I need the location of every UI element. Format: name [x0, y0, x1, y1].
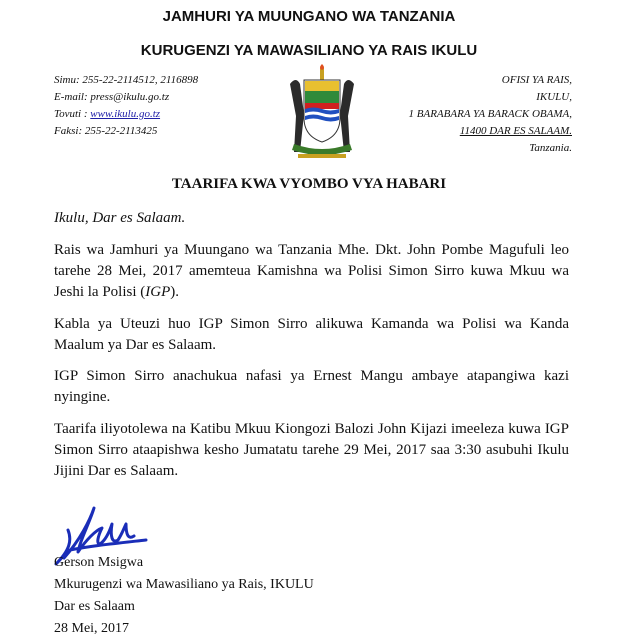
- website-link[interactable]: www.ikulu.go.tz: [90, 108, 161, 120]
- address-line1: OFISI YA RAIS,: [501, 74, 572, 86]
- address-line4: 11400 DAR ES SALAAM.: [459, 125, 572, 137]
- p1-text-a: Rais wa Jamhuri ya Muungano wa Tanzania Mhe. Dkt. John Pombe Magufuli leo tarehe 28 Mei, 2017 amemteua Kamishna wa Polisi Simon Sirro kuwa Mkuu wa Jeshi la Polisi (: [54, 242, 569, 300]
- signatory-name: Gerson Msigwa: [54, 555, 144, 570]
- website-label: Tovuti :: [54, 108, 91, 120]
- header-title-line2: KURUGENZI YA MAWASILIANO YA RAIS IKULU: [140, 42, 478, 59]
- contact-left-block: [54, 72, 198, 140]
- signatory-title: Mkurugenzi wa Mawasiliano ya Rais, IKULU: [54, 577, 314, 592]
- phone-line: Simu: 255-22-2114512, 2116898: [54, 74, 199, 86]
- header-title-line1: JAMHURI YA MUUNGANO WA TANZANIA: [162, 8, 456, 25]
- coat-of-arms-emblem: [280, 64, 364, 160]
- signatory-date: 28 Mei, 2017: [54, 621, 130, 636]
- paragraph-2: Kabla ya Uteuzi huo IGP Simon Sirro alikuwa Kamanda wa Polisi wa Kanda Maalum ya Dar es Salaam.: [54, 316, 569, 353]
- release-title: TAARIFA KWA VYOMBO VYA HABARI: [171, 176, 447, 192]
- left-figure: [290, 80, 304, 152]
- mountain-base-icon: [292, 144, 352, 155]
- paragraph-3: IGP Simon Sirro anachukua nafasi ya Ernest Mangu ambaye atapangiwa kazi nyingine.: [54, 368, 569, 405]
- contact-right-block: [409, 72, 573, 157]
- website-line: [54, 106, 198, 123]
- paragraph-4: Taarifa iliyotolewa na Katibu Mkuu Kiongozi Balozi John Kijazi imeeleza kuwa IGP Simon Sirro ataapishwa kesho Jumatatu tarehe 29 Mei, 2017 saa 3:30 asubuhi Ikulu Jijini Dar es Salaam.: [54, 421, 569, 479]
- p1-igp: IGP: [145, 284, 171, 300]
- paragraph-1: [54, 240, 569, 303]
- p1-text-b: ).: [170, 284, 180, 300]
- fax-line: Faksi: 255-22-2113425: [54, 125, 158, 137]
- address-line3: 1 BARABARA YA BARACK OBAMA,: [408, 108, 572, 120]
- email-line: [54, 89, 198, 106]
- address-line2: IKULU,: [536, 91, 572, 103]
- release-place: Ikulu, Dar es Salaam.: [54, 210, 186, 226]
- right-figure: [340, 80, 354, 152]
- signatory-place: Dar es Salaam: [54, 599, 135, 614]
- email-label: E-mail:: [54, 91, 91, 103]
- email-value: press@ikulu.go.tz: [90, 91, 170, 103]
- address-line5: Tanzania.: [529, 142, 572, 154]
